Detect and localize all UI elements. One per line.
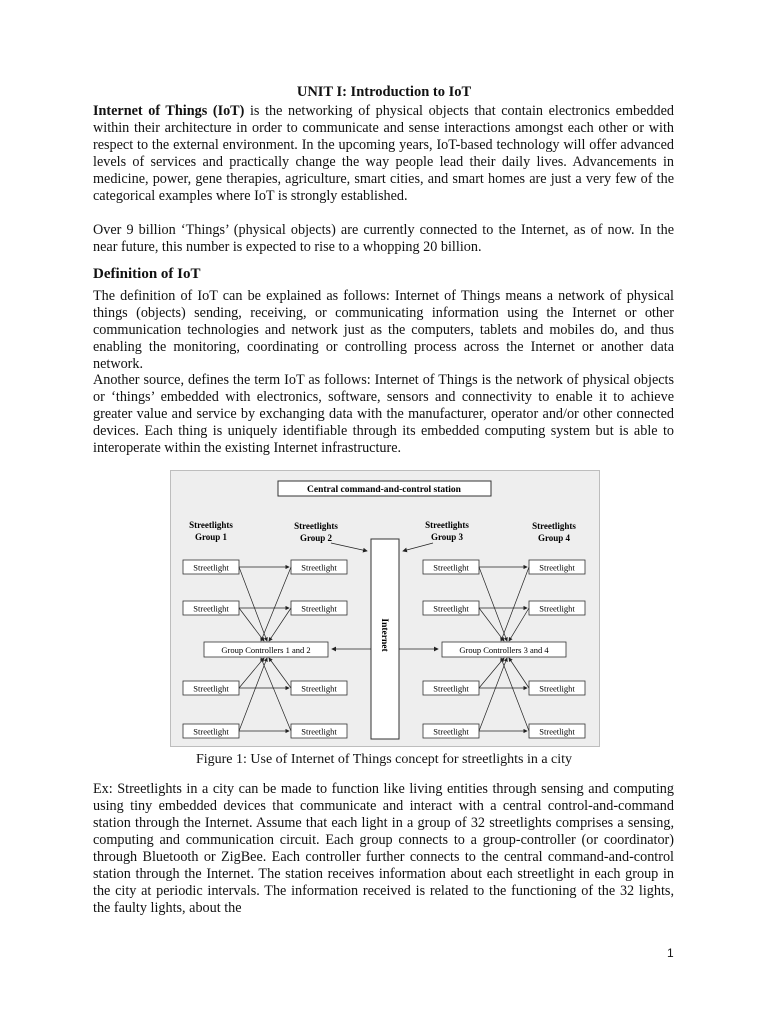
streetlight-box: [529, 560, 585, 574]
svg-text:Streetlight: Streetlight: [539, 603, 575, 614]
central-station-label: Central command-and-control station: [307, 485, 461, 495]
svg-text:Streetlight: Streetlight: [433, 562, 469, 573]
svg-text:Streetlight: Streetlight: [433, 683, 469, 694]
page-number: 1: [667, 946, 674, 960]
svg-text:Streetlight: Streetlight: [301, 562, 337, 573]
streetlight-box: [291, 724, 347, 738]
svg-text:Streetlight: Streetlight: [193, 603, 229, 614]
streetlight-box: [291, 560, 347, 574]
streetlight-box: [183, 681, 239, 695]
svg-text:Streetlight: Streetlight: [193, 683, 229, 694]
group-3-line1: Streetlights: [425, 520, 469, 530]
internet-label: Internet: [379, 618, 389, 652]
group-1-line1: Streetlights: [189, 520, 233, 530]
svg-text:Streetlight: Streetlight: [193, 562, 229, 573]
svg-text:Streetlight: Streetlight: [193, 726, 229, 737]
streetlight-box: [423, 601, 479, 615]
svg-text:Streetlight: Streetlight: [433, 603, 469, 614]
group-4-line1: Streetlights: [532, 521, 576, 531]
streetlight-box: [423, 560, 479, 574]
streetlight-box: [183, 560, 239, 574]
definition-heading: Definition of IoT: [93, 266, 201, 282]
intro-text: is the networking of physical objects that contain electronics embedded within their architecture in order to communicate and sense interactions amongst each other or with respect to the external environment. In the upcoming years, IoT-based technology will offer advanced levels of services and practically change the way people lead their daily lives. Advancements in medicine, power, gene therapies, agriculture, smart cities, and smart homes are just a very few of the categorical examples where IoT is strongly established.: [93, 103, 674, 204]
streetlight-box: [291, 601, 347, 615]
streetlight-box: [183, 601, 239, 615]
page-title: UNIT I: Introduction to IoT: [296, 84, 472, 100]
group-4-line2: Group 4: [537, 533, 571, 543]
group-2-line2: Group 2: [299, 533, 333, 543]
stat-paragraph: Over 9 billion ‘Things’ (physical objects) are currently connected to the Internet, as of now. In the near future, this number is expected to rise to a whopping 20 billion.: [93, 222, 674, 255]
svg-text:Streetlight: Streetlight: [301, 603, 337, 614]
iot-streetlight-figure: [170, 470, 600, 747]
svg-text:Streetlight: Streetlight: [539, 683, 575, 694]
streetlight-box: [183, 724, 239, 738]
intro-term: Internet of Things (IoT): [93, 103, 245, 119]
svg-text:Streetlight: Streetlight: [539, 726, 575, 737]
streetlight-box: [291, 681, 347, 695]
group-2-line1: Streetlights: [294, 521, 338, 531]
figure-caption: Figure 1: Use of Internet of Things concept for streetlights in a city: [195, 752, 573, 767]
streetlight-box: [529, 724, 585, 738]
group-3-line2: Group 3: [430, 532, 464, 542]
controller-label-left: Group Controllers 1 and 2: [221, 645, 311, 655]
streetlight-box: [529, 681, 585, 695]
svg-text:Streetlight: Streetlight: [301, 726, 337, 737]
definition-paragraph-1: The definition of IoT can be explained as follows: Internet of Things means a network of physical things (objects) sending, receiving, or communicating information using the Internet or other communication technologies and network just as the computers, tablets and mobiles do, and thus enabling the monitoring, coordinating or controlling process across the Internet or another data network.: [93, 288, 674, 372]
group-1-line2: Group 1: [194, 532, 228, 542]
intro-paragraph: [93, 103, 674, 205]
controller-label-right: Group Controllers 3 and 4: [459, 645, 549, 655]
streetlight-box: [529, 601, 585, 615]
streetlight-box: [423, 724, 479, 738]
example-paragraph: Ex: Streetlights in a city can be made to function like living entities through sensing and computing using tiny embedded devices that communicate and interact with a central control-and-command station through the Internet. Assume that each light in a group of 32 streetlights comprises a sensing, computing and communication circuit. Each group connects to a group-controller (or coordinator) through Bluetooth or ZigBee. Each controller further connects to the central command-and-control station through the Internet. The station receives information about each streetlight in each group in the city at periodic intervals. The information received is related to the functioning of the 32 lights, the faulty lights, about the: [93, 781, 674, 916]
streetlight-box: [423, 681, 479, 695]
svg-text:Streetlight: Streetlight: [539, 562, 575, 573]
definition-paragraph-2: Another source, defines the term IoT as follows: Internet of Things is the network of physical objects or ‘things’ embedded with electronics, software, sensors and connectivity to enable it to achieve greater value and service by exchanging data with the manufacturer, operator and/or other connected devices. Each thing is uniquely identifiable through its embedded computing system but is able to interoperate within the existing Internet infrastructure.: [93, 372, 674, 456]
svg-text:Streetlight: Streetlight: [301, 683, 337, 694]
svg-text:Streetlight: Streetlight: [433, 726, 469, 737]
